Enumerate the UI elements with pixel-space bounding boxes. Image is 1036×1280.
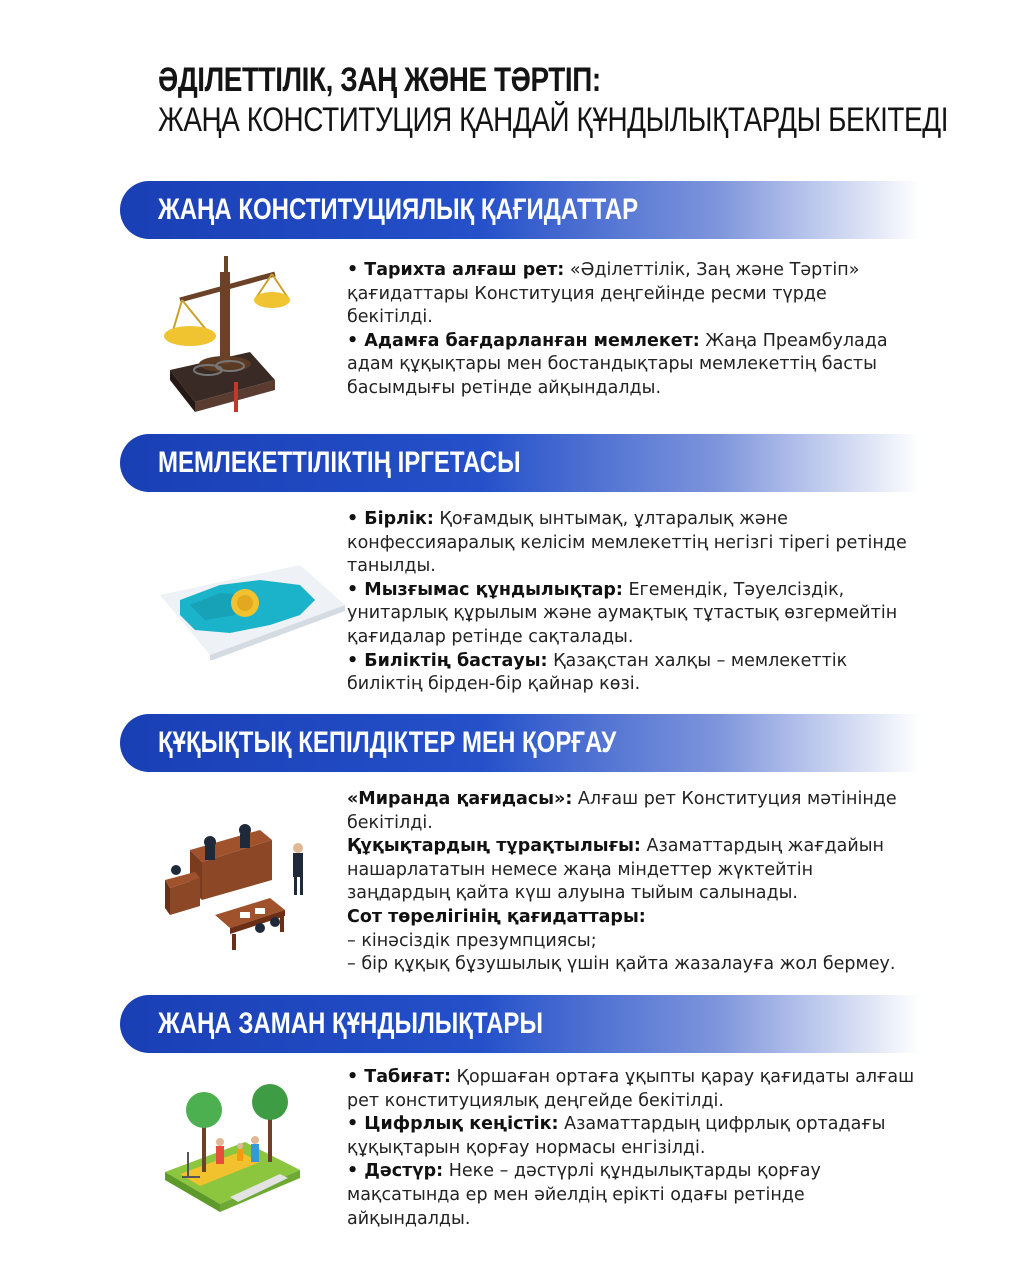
title-line-1: ӘДІЛЕТТІЛІК, ЗАҢ ЖӘНЕ ТӘРТІП:	[158, 61, 601, 99]
list-item: Құқықтардың тұрақтылығы: Азаматтардың жағдайын нашарлататын немесе жаңа міндеттер жүктейтін заңдардың қайта күш алуына тыйым салынады.	[347, 836, 884, 904]
section-banner-4	[120, 995, 920, 1053]
list-item: • Тарихта алғаш рет: «Әділеттілік, Заң және Тәртіп» қағидаттары Конституция деңгейінде ресми түрде бекітілді.	[347, 260, 860, 328]
list-item: • Бірлік: Қоғамдық ынтымақ, ұлтаралық және конфессияаралық келісім мемлекеттің негізгі тірегі ретінде танылды.	[347, 509, 907, 577]
section-body-4	[347, 1066, 917, 1231]
section-banner-3	[120, 714, 920, 772]
section-heading: ЖАҢА КОНСТИТУЦИЯЛЫҚ ҚАҒИДАТТАР	[158, 193, 639, 226]
list-item: – кінәсіздік презумпциясы;	[347, 930, 597, 951]
list-item: • Дәстүр: Неке – дәстүрлі құндылықтарды қорғау мақсатында ер мен әйелдің ерікті одағы ретінде айқындалды.	[347, 1161, 821, 1229]
list-item: «Миранда қағидасы»: Алғаш рет Конституция мәтінінде бекітілді.	[347, 789, 897, 833]
section-body-2	[347, 508, 917, 697]
list-item: • Табиғат: Қоршаған ортаға ұқыпты қарау қағидаты алғаш рет конституциялық деңгейде бекітілді.	[347, 1067, 915, 1111]
list-item: • Адамға бағдарланған мемлекет: Жаңа Преамбулада адам құқықтары мен бостандықтары мемлекеттің басты басымдығы ретінде айқындалды.	[347, 330, 888, 398]
scales-of-justice-icon	[150, 252, 290, 421]
kazakhstan-map-icon	[150, 555, 350, 664]
list-item: • Мызғымас құндылықтар: Егемендік, Тәуелсіздік, унитарлық құрылым және аумақтық тұтастық өзгермейтін қағидалар ретінде сақталады.	[347, 579, 898, 647]
list-item: • Биліктің бастауы: Қазақстан халқы – мемлекеттік биліктің бірден-бір қайнар көзі.	[347, 650, 848, 695]
section-banner-2	[120, 434, 920, 492]
list-item: – бір құқық бұзушылық үшін қайта жазалауға жол бермеу.	[347, 954, 896, 975]
list-item: • Цифрлық кеңістік: Азаматтардың цифрлық ортадағы құқықтарын қорғау нормасы енгізілді.	[347, 1114, 886, 1158]
page-title	[158, 62, 1018, 142]
section-body-1	[347, 259, 917, 401]
park-family-icon	[160, 1082, 305, 1216]
section-heading: ҚҰҚЫҚТЫҚ КЕПІЛДІКТЕР МЕН ҚОРҒАУ	[158, 726, 617, 759]
section-banner-1	[120, 181, 920, 239]
list-item: Сот төрелігінің қағидаттары:	[347, 906, 646, 927]
title-line-2: ЖАҢА КОНСТИТУЦИЯ ҚАНДАЙ ҚҰНДЫЛЫҚТАРДЫ БЕКІТЕДІ	[158, 101, 949, 139]
section-heading: ЖАҢА ЗАМАН ҚҰНДЫЛЫҚТАРЫ	[158, 1007, 543, 1040]
section-body-3	[347, 788, 917, 977]
section-heading: МЕМЛЕКЕТТІЛІКТІҢ ІРГЕТАСЫ	[158, 446, 521, 479]
courtroom-icon	[160, 810, 305, 959]
